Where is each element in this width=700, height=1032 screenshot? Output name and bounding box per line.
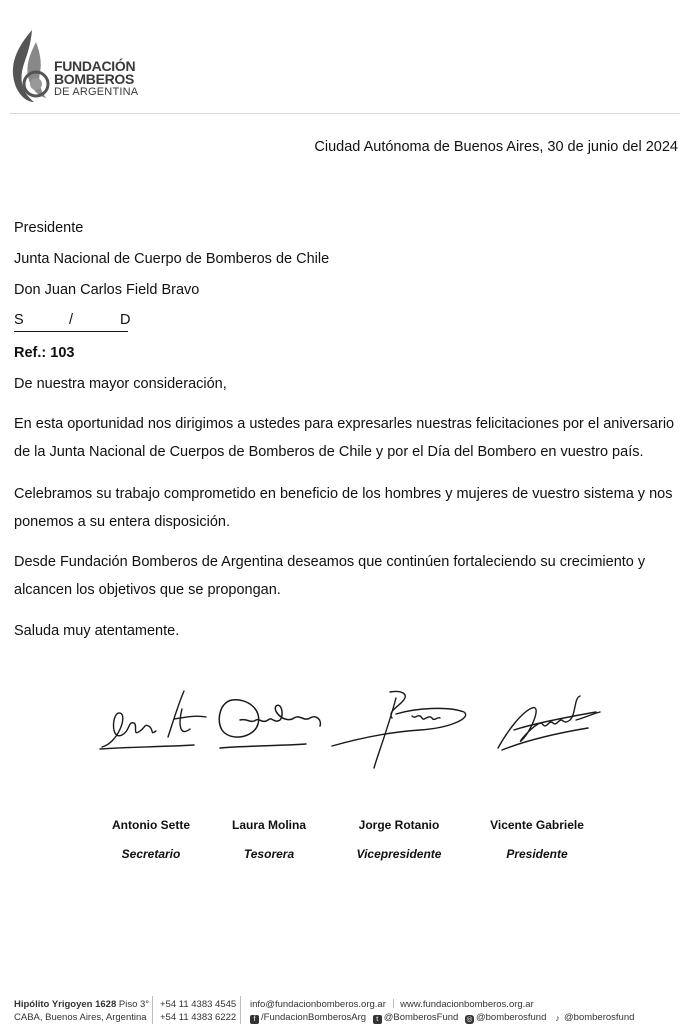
website-link[interactable]: www.fundacionbomberos.org.ar [400,999,534,1010]
signatory-role: Secretario [121,847,181,861]
email-link[interactable]: info@fundacionbomberos.org.ar [250,999,386,1010]
address-city: CABA, Buenos Aires, Argentina [14,1012,147,1023]
signatory-role: Vicepresidente [356,847,442,861]
signatory-4 [472,818,602,861]
signature-jorge-rotanio [330,688,470,772]
signatory-3 [334,818,464,861]
recipient-name: Don Juan Carlos Field Bravo [14,282,200,298]
paragraph-1: En esta oportunidad nos dirigimos a ustedes para expresarles nuestras felicitaciones por el aniversario de la Junta Nacional de Cuerpos de Bomberos de Chile y por el Día del Bombero en vuestro país. [14,416,675,460]
footer-contact [250,998,690,1024]
tiktok-link[interactable]: @bomberosfund [564,1012,635,1023]
footer-address [14,998,149,1024]
signatory-2 [204,818,334,861]
paragraph-2: Celebramos su trabajo comprometido en beneficio de los hombres y mujeres de vuestro sistema y nos ponemos a su entera disposición. [14,486,673,530]
twitter-icon: t [373,1015,382,1024]
sd-d: D [120,312,131,328]
closing: Saluda muy atentamente. [14,623,180,639]
phone-1[interactable]: +54 11 4383 4545 [160,999,237,1010]
address-floor: Piso 3° [118,999,150,1010]
facebook-link[interactable]: /FundacionBomberosArg [261,1012,367,1023]
flame-logo-icon [10,28,52,104]
header-divider [10,113,680,114]
recipient-title: Presidente [14,220,84,236]
instagram-icon: ◎ [466,1016,473,1023]
signatory-name: Antonio Sette [112,818,190,832]
greeting: De nuestra mayor consideración, [14,376,227,392]
instagram-link[interactable]: @bomberosfund [475,1012,547,1023]
reference-number: Ref.: 103 [14,345,75,361]
signatory-name: Laura Molina [231,818,306,832]
paragraph-3: Desde Fundación Bomberos de Argentina deseamos que continúen fortaleciendo su crecimiento y alcancen los objetivos que se propongan. [14,554,646,598]
signature-laura-molina [214,690,326,752]
tiktok-icon: ♪ [555,1013,560,1023]
footer-divider [240,996,241,1024]
signature-antonio-sette [98,685,208,755]
signature-vicente-gabriele [492,690,604,754]
sd-underline [14,331,128,332]
sd-s: S [14,312,24,328]
signatory-role: Presidente [506,847,568,861]
footer-phones [160,998,236,1024]
sd-line [14,312,130,332]
logo-line-2: BOMBEROS [54,71,135,87]
footer-divider [152,996,153,1024]
recipient-organization: Junta Nacional de Cuerpo de Bomberos de Chile [14,251,330,267]
address-street: Hipólito Yrigoyen 1628 [14,999,117,1010]
logo-line-1: FUNDACIÓN [54,58,136,74]
letter-date: Ciudad Autónoma de Buenos Aires, 30 de junio del 2024 [314,139,678,155]
foundation-logo [10,28,150,104]
signatory-1 [86,818,216,861]
signatory-role: Tesorera [243,847,295,861]
sd-slash: / [69,312,74,328]
twitter-link[interactable]: @BomberosFund [383,1012,459,1023]
signatory-name: Vicente Gabriele [490,818,584,832]
facebook-icon: f [250,1015,259,1024]
logo-line-3: DE ARGENTINA [54,86,139,98]
signatory-name: Jorge Rotanio [358,818,440,832]
phone-2[interactable]: +54 11 4383 6222 [160,1012,237,1023]
